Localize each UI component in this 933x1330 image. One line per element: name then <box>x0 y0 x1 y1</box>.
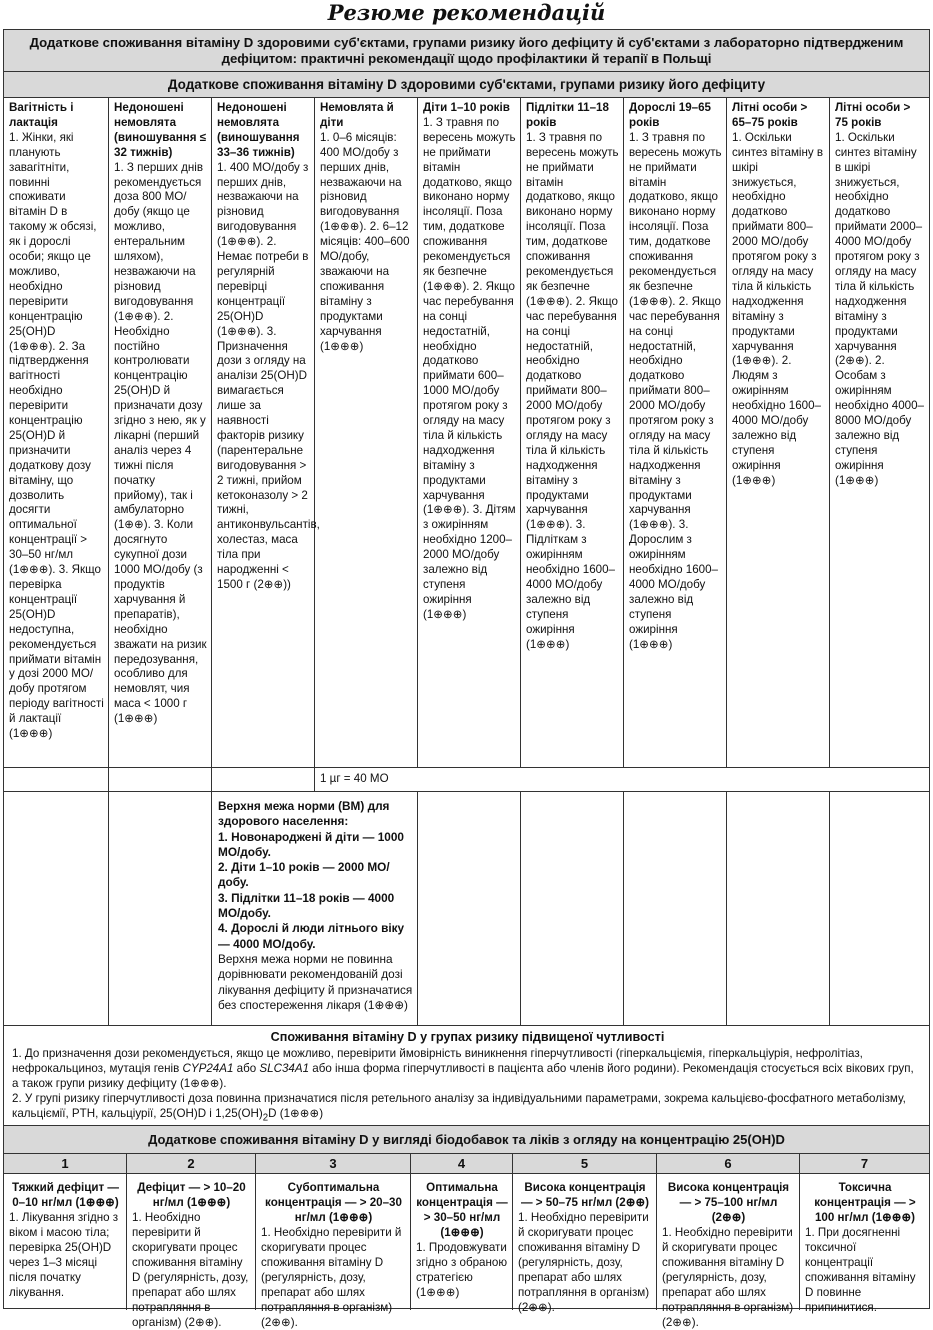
upper-limit-intro: Верхня межа норми (ВМ) для здорового населення: <box>218 799 390 829</box>
level-text: 1. Продовжувати згідно з обраною стратегією (1⊕⊕⊕) <box>416 1241 508 1299</box>
group-text: 1. З травня по вересень можуть не приймати вітамін додатково, якщо виконано норму інсоляції. Поза тим, додаткове споживання рекомендується як безпечне (1⊕⊕⊕). 2. Якщо час перебування на сонці недостатній, необхідно додатково приймати 800–2000 МО/добу протягом року з огляду на масу тіла й кількість надходження вітаміну з продуктами харчування (1⊕⊕⊕). 3. Підліткам з ожирінням необхідно 1600–4000 МО/добу залежно від ступеня ожиріння (1⊕⊕⊕) <box>526 130 619 651</box>
sensitivity-paragraph-2 <box>12 1091 923 1125</box>
level-deficiency <box>127 1174 256 1329</box>
empty-cell <box>212 768 315 791</box>
level-number: 4 <box>411 1154 513 1173</box>
unit-conversion-note: 1 µг = 40 МО <box>320 772 389 785</box>
group-text: 1. З травня по вересень можуть не приймати вітамін додатково, якщо виконано норму інсоляції. Поза тим, додаткове споживання рекомендується як безпечне (1⊕⊕⊕). 2. Якщо час перебування на сонці недостатній, необхідно додатково приймати 600–1000 МО/добу протягом року з огляду на масу тіла й кількість надходження вітаміну з продуктами харчування (1⊕⊕⊕). 3. Дітям з ожирінням необхідно 1200–2000 МО/добу залежно від ступеня ожиріння (1⊕⊕⊕) <box>423 115 516 621</box>
level-high-50-75 <box>513 1174 657 1314</box>
group-elderly-75 <box>830 98 929 767</box>
group-preterm-32 <box>109 98 212 767</box>
level-title: Субоптимальна концентрація — > 20–30 нг/мл (1⊕⊕⊕) <box>265 1181 402 1224</box>
subscript: 2 <box>262 1112 269 1124</box>
empty-cell <box>521 792 624 1025</box>
group-title: Літні особи > 65–75 років <box>732 101 808 129</box>
group-text: 1. 0–6 місяців: 400 МО/добу з перших днів, незважаючи на різновид вигодовування (1⊕⊕⊕). 2. 6–12 місяців: 400–600 МО/добу, зважаючи на споживання вітаміну з продуктами харчування (1⊕⊕⊕) <box>320 130 410 353</box>
upper-limit-cell <box>212 792 418 1025</box>
level-number: 7 <box>800 1154 929 1173</box>
level-number: 6 <box>657 1154 800 1173</box>
group-text: 1. Оскільки синтез вітаміну в шкірі знижується, необхідно додатково приймати 800–2000 МО/добу протягом року з огляду на масу тіла й кількість надходження вітаміну з продуктами харчування (1⊕⊕⊕). 2. Людям з ожирінням необхідно 1600–4000 МО/добу залежно від ступеня ожиріння (1⊕⊕⊕) <box>732 130 824 487</box>
sensitivity-title: Споживання вітаміну D у групах ризику підвищеної чутливості <box>270 1030 665 1044</box>
level-title: Дефіцит — > 10–20 нг/мл (1⊕⊕⊕) <box>137 1181 246 1209</box>
upper-limit-item: 4. Дорослі й люди літнього віку — 4000 МО/добу. <box>218 921 405 951</box>
group-children-1-10 <box>418 98 521 767</box>
group-elderly-65-75 <box>727 98 830 767</box>
upper-limit-row <box>4 792 929 1026</box>
upper-limit-item: 1. Новонароджені й діти — 1000 МО/добу. <box>218 829 404 859</box>
level-text: 1. Необхідно перевірити й скоригувати процес споживання вітаміну D (регулярність, дозу, препарат або шлях потрапляння в організм) (2⊕⊕). <box>662 1226 794 1329</box>
recommendations-table <box>3 29 930 1329</box>
text-run: 1. До призначення дози рекомендується, якщо це можливо, перевірити ймовірність виникнення гіперчутливості (гіперкальціємія, гіперкальціурія, нефролітіаз, нефрокальциноз, мутація генів <box>12 1047 863 1075</box>
level-high-75-100 <box>657 1174 800 1329</box>
main-header: Додаткове споживання вітаміну D здоровими суб'єктами, групами ризику його дефіциту й суб'єктами з лабораторно підтвердженим дефіцитом: практичні рекомендації щодо профілактики й терапії в Польщі <box>4 30 929 72</box>
empty-cell <box>4 792 109 1025</box>
text-run: або інша форма гіперчутливості в пацієнта або членів його родини). Рекомендація стосується всіх вікових груп, а також групи ризику дефіциту (1⊕⊕⊕). <box>12 1062 914 1090</box>
group-preterm-33-36 <box>212 98 320 767</box>
text-run: 2. У групі ризику гіперчутливості доза повинна призначатися після ретельного аналізу за індивідуальними параметрами, зокрема кальцієво-фосфатного метаболізму, кальціємії, PTH, кальціурії, 25(OH)D і 1,25(OH) <box>12 1092 906 1120</box>
group-title: Вагітність і лактація <box>9 101 74 129</box>
level-number: 1 <box>4 1154 127 1173</box>
empty-cell <box>727 792 830 1025</box>
level-title: Висока концентрація — > 50–75 нг/мл (2⊕⊕) <box>520 1181 650 1209</box>
empty-cell <box>109 792 212 1025</box>
group-recommendations-row <box>4 98 929 768</box>
level-title: Токсична концентрація — > 100 нг/мл (1⊕⊕⊕) <box>814 1181 916 1224</box>
page-title: Резюме рекомендацій <box>327 0 606 25</box>
group-title: Недоношені немовлята <box>114 101 184 129</box>
group-title-extra: (виношування ≤ 32 тижнів) <box>114 130 207 159</box>
group-title: Немовлята й діти <box>320 101 394 129</box>
level-suboptimal <box>256 1174 411 1329</box>
level-text: 1. Необхідно перевірити й скоригувати процес споживання вітаміну D (регулярність, дозу, препарат або шлях потрапляння в організм) (2⊕⊕). <box>518 1211 650 1314</box>
group-text: 1. З перших днів рекомендується доза 800 МО/добу (якщо це можливо, ентеральним шляхом), незважаючи на різновид вигодовування (1⊕⊕⊕). 2. Необхідно постійно контролювати концентрацію 25(OH)D й призначати дозу згідно з нею, як у лікарні (перший аналіз через 4 тижні після початку прийому), так і амбулаторно (1⊕⊕). 3. Коли досягнуто сукупної дози 1000 МО/добу (з продуктів харчування й препаратів), необхідно зважати на ризик передозування, особливо для немовлят, чия маса < 1000 г (1⊕⊕⊕) <box>114 160 207 726</box>
gene-name: SLC34A1 <box>259 1062 310 1075</box>
group-teens-11-18 <box>521 98 624 767</box>
empty-cell <box>830 792 929 1025</box>
level-toxic <box>800 1174 929 1314</box>
level-number: 3 <box>256 1154 411 1173</box>
level-title: Тяжкий дефіцит — 0–10 нг/мл (1⊕⊕⊕) <box>12 1181 119 1209</box>
unit-row <box>4 768 929 792</box>
level-title: Оптимальна концентрація — > 30–50 нг/мл (1⊕⊕⊕) <box>416 1181 508 1239</box>
group-infants-children <box>315 98 418 767</box>
empty-cell <box>418 792 521 1025</box>
level-title: Висока концентрація — > 75–100 нг/мл (2⊕⊕) <box>667 1181 790 1224</box>
level-severe-deficiency <box>4 1174 127 1310</box>
group-title: Дорослі 19–65 років <box>629 101 711 129</box>
level-number-row <box>4 1154 929 1174</box>
text-run: або <box>233 1062 260 1075</box>
healthy-subjects-header: Додаткове споживання вітаміну D здоровими суб'єктами, групами ризику його дефіциту <box>4 72 929 98</box>
group-text: 1. Оскільки синтез вітаміну в шкірі знижується, необхідно додатково приймати 2000–4000 МО/добу протягом року з огляду на масу тіла й кількість надходження вітаміну з продуктами харчування (2⊕⊕). 2. Особам з ожирінням необхідно 4000–8000 МО/добу залежно від ступеня ожиріння (1⊕⊕⊕) <box>835 130 925 487</box>
group-title: Літні особи > 75 років <box>835 101 911 129</box>
upper-limit-note: Верхня межа норми не повинна дорівнювати рекомендованій дозі лікування дефіциту й призначатися без спостереження лікаря (1⊕⊕⊕) <box>218 951 413 1012</box>
empty-cell <box>4 768 109 791</box>
text-run: D (1⊕⊕⊕) <box>268 1107 324 1120</box>
supplement-header: Додаткове споживання вітаміну D у вигляді біодобавок та ліків з огляду на концентрацію 25(OH)D <box>4 1126 929 1154</box>
group-title: Підлітки 11–18 років <box>526 101 609 129</box>
upper-limit-item: 2. Діти 1–10 років — 2000 МО/добу. <box>218 860 390 890</box>
group-title: Діти 1–10 років <box>423 101 510 114</box>
level-number: 5 <box>513 1154 657 1173</box>
group-title: Недоношені немовлята <box>217 101 287 129</box>
gene-name: CYP24A1 <box>182 1062 234 1075</box>
level-optimal <box>411 1174 513 1310</box>
level-text: 1. Необхідно перевірити й скоригувати процес споживання вітаміну D (регулярність, дозу, препарат або шлях потрапляння в організм) (2⊕⊕). <box>261 1226 402 1329</box>
level-text: 1. Лікування згідно з віком і масою тіла; перевірка 25(OH)D через 1–3 місяці після початку лікування. <box>9 1211 119 1299</box>
level-number: 2 <box>127 1154 256 1173</box>
empty-cell <box>624 792 727 1025</box>
empty-cell <box>109 768 212 791</box>
level-text: 1. Необхідно перевірити й скоригувати процес споживання вітаміну D (регулярність, дозу, препарат або шлях потрапляння в організм) (2⊕⊕). <box>132 1211 249 1329</box>
group-title-extra: (виношування 33–36 тижнів) <box>217 130 300 159</box>
group-adults-19-65 <box>624 98 727 767</box>
group-pregnancy-lactation <box>4 98 109 767</box>
sensitivity-paragraph-1 <box>12 1046 923 1091</box>
group-text: 1. З травня по вересень можуть не приймати вітамін додатково, якщо виконано норму інсоляції. Поза тим, додаткове споживання рекомендується як безпечне (1⊕⊕⊕). 2. Якщо час перебування на сонці недостатній, необхідно додатково приймати 800–2000 МО/добу протягом року з огляду на масу тіла й кількість надходження вітаміну з продуктами харчування (1⊕⊕⊕). 3. Дорослим з ожирінням необхідно 1600–4000 МО/добу залежно від ступеня ожиріння (1⊕⊕⊕) <box>629 130 722 651</box>
sensitivity-section <box>4 1026 929 1126</box>
level-text: 1. При досягненні токсичної концентрації споживання вітаміну D повинне припинитися. <box>805 1226 916 1314</box>
group-text: 1. 400 МО/добу з перших днів, незважаючи на різновид вигодовування (1⊕⊕⊕). 2. Немає потреби в регулярній перевірці концентрації 25(OH)D (1⊕⊕⊕). 3. Призначення дози з огляду на аналізи 25(OH)D вимагається лише за наявності факторів ризику (парентеральне вигодовування > 2 тижні, прийом кетоконазолу > 2 тижні, антиконвульсантів, холестаз, маса тіла при народженні < 1500 г (2⊕⊕)) <box>217 160 320 591</box>
upper-limit-item: 3. Підлітки 11–18 років — 4000 МО/добу. <box>218 890 395 921</box>
group-text: 1. Жінки, які планують завагітніти, повинні споживати вітамін D в такому ж обсязі, як і дорослі особи; якщо це можливо, необхідно перевірити концентрацію 25(OH)D (1⊕⊕⊕). 2. За підтвердження вагітності необхідно перевірити концентрацію 25(OH)D й призначити додаткову дозу вітаміну, що дозволить досягти оптимальної концентрації > 30–50 нг/мл (1⊕⊕⊕). 3. Якщо перевірка концентрації 25(OH)D недоступна, рекомендується приймати вітамін у дозі 2000 МО/добу протягом періоду вагітності й лактації (1⊕⊕⊕) <box>9 130 104 741</box>
level-details-row <box>4 1174 929 1329</box>
